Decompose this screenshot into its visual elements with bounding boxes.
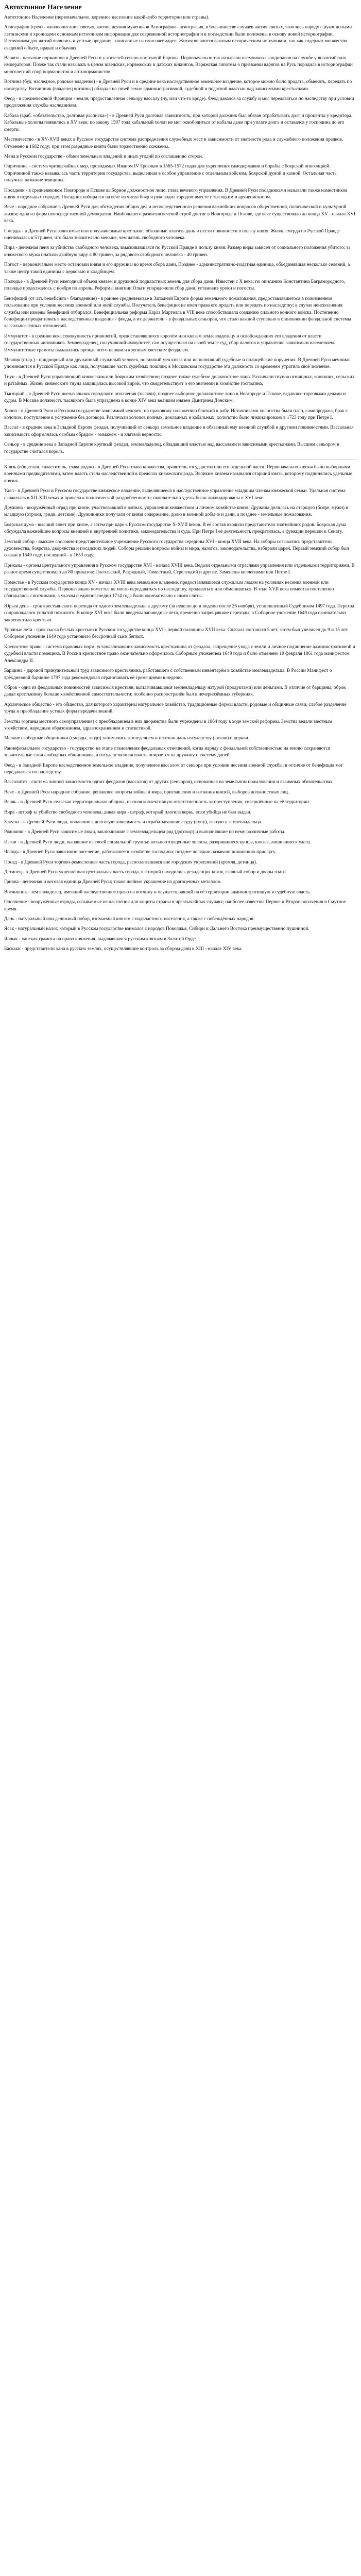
paragraph: Челядь - в Древней Руси зависимое население, работавшее в хозяйстве господина; позднее челядью называли домашнюю прислугу. (4, 850, 277, 855)
paragraph: Мена в Русском государстве - обмен земельных владений и иных угодий по соглашению сторон. (4, 154, 203, 159)
paragraph: Поместье - в Русском государстве конца XV - начала XVIII века земельное владение, предоставлявшееся служилым людям на условиях несения военной или государственной службы. Первоначально поместье не могло передаваться по наследству, продаваться или обмениваться. В ходе XVII века поместья постепенно сближались с вотчинами, а указом о единонаследии 1714 года были окончательно с ними слиты. (4, 580, 334, 599)
paragraph: Ярлык - ханская грамота на право княжения, выдававшаяся русским князьям в Золотой Орде. (4, 936, 197, 942)
paragraph: Оброк - одна из феодальных повинностей зависимых крестьян, выплачивавшаяся землевладельцу натурой (продуктами) или деньгами. В отличие от барщины, оброк давал крестьянину больше хозяйственной самостоятельности; особенно распространён был в нечернозёмных губерниях. (4, 685, 346, 698)
paragraph: Местничество - в XV-XVII веках в Русском государстве система распределения служебных мест в зависимости от знатности рода и служебного положения предков. Отменено в 1682 году; при этом разрядные книги были торжественно сожжены. (4, 137, 343, 149)
paragraph: Полюдье - в Древней Руси ежегодный объезд князем и дружиной подвластных земель для сбора дани. Известен с X века; по описанию Константина Багрянородного, полюдье продолжалось с ноября по апрель. Реформы княгини Ольги упорядочили сбор дани, установив уроки и погосты. (4, 279, 346, 292)
document-section (4, 14, 357, 455)
paragraph: Урочные лета - срок сыска беглых крестьян в Русском государстве конца XVI - первой половины XVII века. Сначала составлял 5 лет, затем был увеличен до 9 и 15 лет. Соборное уложение 1649 года установило бессрочный сыск беглых. (4, 628, 349, 640)
paragraph: Посад - в Древней Руси торгово-ремесленная часть города, располагавшаяся вне городских укреплений (кремля, детинца). (4, 859, 257, 865)
paragraph: Дружина - вооружённый отряд при князе, участвовавший в войнах, управлении княжеством и личном хозяйстве князя. Дружина делилась на старшую (бояре, мужи) и младшую (отроки, гриди, детские). Дружинники получали от князя содержание, долю в военной добыче и дани, а позднее - земельные пожалования. (4, 505, 349, 518)
paragraph: Изгои - в Древней Руси люди, выпавшие из своей социальной группы: вольноотпущенные холопы, разорившиеся купцы, князья, лишившиеся удела. (4, 839, 312, 845)
paragraph: Архаическое общество - это общество, для которого характерны натуральное хозяйство, традиционные формы власти, родовые и общинные связи, слабое разделение труда и преобладание устных форм передачи знаний. (4, 702, 347, 715)
paragraph: Вотчина (буд. наследное, родовое владение) - в Древней Руси и в средние века наследственное земельное владение, которое можно было продать, обменять, передать по наследству. Вотчинник (владелец вотчины) обладал на своей земле административной, судебной и податной властью над зависимыми крестьянами. (4, 79, 352, 92)
paragraph: Вече - народное собрание в Древней Руси для обсуждения общих дел и непосредственного решения важнейших вопросов общественной, политической и культурной жизни; одна из форм непосредственной демократии. Наибольшего развития вечевой строй достиг в Новгороде и Пскове, где вече существовало до конца XV - начала XVI века. (4, 205, 356, 224)
paragraph: Мелкие свободные общинники (смерды, люди) занимались земледелием и платили дань государству (князю) и церкви. (4, 736, 250, 741)
paragraph: Автохтонное Население (первоначальное, коренное население какой-либо территории или страны). (4, 15, 210, 20)
paragraph: Вотчинник - землевладелец, имевший наследственное право на вотчину и осуществлявший на её территории административную и судебную власть. (4, 889, 311, 895)
paragraph: Удел - в Древней Руси и Русском государстве княжеское владение, выделявшееся в наследственное управление младшим членам княжеской семьи. Удельная система сложилась в XII-XIII веках и привела к политической раздробленности; окончательно уделы были ликвидированы в XVI веке. (4, 488, 346, 501)
paragraph: Детинец - в Древней Руси укреплённая центральная часть города, в которой находились резиденция князя, главный собор и дворы знати. (4, 870, 287, 875)
document-body (4, 14, 357, 953)
paragraph: Вассалитет - система личной зависимости одних феодалов (вассалов) от других (сеньоров), основанная на земельном пожаловании и взаимных обязательствах. (4, 779, 334, 785)
paragraph: Дань - натуральный или денежный побор, взимаемый князем с подвластного населения, а также с побеждённых народов. (4, 917, 255, 922)
paragraph: Юрьев день - срок крестьянского перехода от одного землевладельца к другому (за неделю до и неделю после 26 ноября), установленный Судебником 1497 года. Переход сопровождался уплатой пожилого. В конце XVI века были введены заповедные лета, временно запрещавшие переходы, а Соборное уложение 1649 года окончательно закрепостило крестьян. (4, 603, 355, 623)
paragraph: Кабала (араб. «обязательство, долговая расписка») - в Древней Руси долговая зависимость, при которой должник был обязан отрабатывать долг и проценты у кредитора. Кабальные холопы появились в XV веке; по закону 1597 года кабальный холоп не мог освободиться от кабалы даже при уплате долга и оставался у господина до его смерти. (4, 113, 353, 132)
paragraph: Приказы - органы центрального управления в Русском государстве XVI - начала XVIII века. Ведали отдельными отраслями управления или отдельными территориями. В разное время существовало до 80 приказов: Посольский, Разрядный, Поместный, Стрелецкий и другие. Заменены коллегиями при Петре I. (4, 563, 355, 575)
paragraph: Ополчение - вооружённые отряды, созываемые из населения для защиты страны в чрезвычайных случаях; наиболее известны Первое и Второе ополчения в Смутное время. (4, 900, 346, 912)
paragraph: Боярская дума - высший совет при князе, а затем при царе в Русском государстве X-XVII веков. В её состав входили представители знатнейших родов. Боярская дума обсуждала важнейшие вопросы внешней и внутренней политики, законодательства и суда. При Петре I её деятельность прекратилась, а функции перешли к Сенату. (4, 522, 347, 535)
paragraph: Крепостное право - система правовых норм, устанавливавших зависимость крестьянина от феодала, запрещение ухода с земли и личное подчинение административной и судебной власти помещика. В России крепостное право окончательно оформилось Соборным уложением 1649 года и было отменено 19 февраля 1861 года манифестом Александра II. (4, 644, 355, 664)
paragraph: Смерды - в Древней Руси зависимые или полузависимые крестьяне, обязанные платить дань и нести повинности в пользу князя. Жизнь смерда по Русской Правде оценивалась в 5 гривен, что было значительно меньше, чем жизнь свободного человека. (4, 228, 340, 241)
paragraph: Феод - в средневековой Франции - земля, предоставленная сеньору вассалу (ну, или что-то вроде). Феод давался за службу и мог передаваться по наследству при условии продолжения службы наследником. (4, 96, 354, 109)
paragraph: Мечник (стар.) - придворный или дружинный служилый человек, носивший меч князя или исполнявший судебные и полицейские поручения. В Древней Руси мечники упоминаются в Русской Правде как лица, получавшие часть судебных пошлин; в Московском государстве эта должность со временем утратила своё значение. (4, 358, 350, 370)
paragraph: Сеньор - в средние века в Западной Европе крупный феодал, землевладелец, обладавший властью над вассалами и зависимыми крестьянами. Высшим сеньором в государстве считался король. (4, 442, 339, 454)
document-section (4, 464, 357, 953)
paragraph: Вассал - в средние века в Западной Европе феодал, получивший от сеньора земельное владение и обязанный ему военной службой и другими повинностями. Вассальная зависимость оформлялась особым обрядом - оммажем - и клятвой верности. (4, 425, 354, 437)
paragraph: Вервь - в Древней Руси сельская территориальная община, несшая коллективную ответственность за преступления, совершённые на её территории. (4, 800, 311, 805)
paragraph: Агиографии (греч) - жизнеописания святых, жития, деяния мучеников Агиографии - агиография, в большинстве случаев жития святых, являлись наряду с рукописными летописями и хрониками основным источником информации для современной историографии и в последствии были положены в основу новой историографии. Источником для житий являлись и устные предания, записанные со слов очевидцев. Жития являются важным историческим источником, так как содержат множество сведений о быте, нравах и обычаях. (4, 25, 352, 51)
paragraph: Опричнина - система чрезвычайных мер, проводимых Иваном IV Грозным в 1565-1572 годах для укрепления самодержавия и борьбы с боярской оппозицией. Опричниной также называлась часть территории государства, выделенная в особое управление с отдельным войском, Боярской думой и казной. Остальная часть получила название земщины. (4, 164, 337, 183)
paragraph: Земства (органы местного самоуправления) с преобладанием в них дворянства были учреждены в 1864 году в ходе земской реформы. Земства ведали местным хозяйством, народным образованием, здравоохранением и статистикой. (4, 719, 333, 731)
paragraph: Холоп - в Древней Руси и Русском государстве зависимый человек, по правовому положению близкий к рабу. Источниками холопства были плен, самопродажа, брак с холопом, поступление в услужение без договора. Различали холопов полных, докладных и кабальных; холопство было ликвидировано в 1723 году при Петре I. (4, 408, 348, 420)
paragraph: Тысяцкий - в Древней Руси военачальник городского ополчения (тысячи), позднее выборное должностное лицо в Новгороде и Пскове, ведавшее торговыми делами и судом. В Москве должность тысяцкого была упразднена в конце XIV века великим князем Дмитрием Донским. (4, 391, 346, 404)
paragraph: Вече - в Древней Руси народное собрание, решавшее вопросы войны и мира, приглашения и изгнания князей, выборов должностных лиц. (4, 789, 289, 795)
page-title: Автохтонное Население (4, 4, 82, 11)
paragraph: Посадник - в средневековом Новгороде и Пскове выборное должностное лицо, глава вечевого управления. В Древней Руси посадниками называли также наместников князя в отдельных городах. Посадник избирался на вече из числа бояр и руководил городом вместе с тысяцким и архиепископом. (4, 188, 348, 200)
paragraph: Земский собор - высшее сословно-представительное учреждение Русского государства середины XVI - конца XVII века. На соборы созывались представители духовенства, боярства, дворянства и посадских людей. Соборы решали вопросы войны и мира, налогов, законодательства, избирали царей. Первый земский собор был созван в 1549 году, последний - в 1653 году. (4, 539, 349, 558)
paragraph: Погост - первоначально место остановки князя и его дружины во время сбора дани. Позднее - административно-податная единица, объединявшая несколько селений, а также центр такой единицы с церковью и кладбищем. (4, 262, 350, 275)
paragraph: Князь (общеслав. «властитель, глава рода») - в Древней Руси глава княжества, правитель государства или его отдельной части. Первоначально князья были выборными военными предводителями, затем власть стала наследственной в пределах княжеского рода. Великим князем назывался старший князь, которому подчинялись удельные князья. (4, 464, 353, 484)
paragraph: Барщина - даровой принудительный труд зависимого крестьянина, работавшего с собственным инвентарём в хозяйстве землевладельца. В России Манифест о трёхдневной барщине 1797 года рекомендовал ограничивать её тремя днями в неделю. (4, 668, 332, 681)
paragraph: Тиун - в Древней Руси управляющий княжеским или боярским хозяйством; позднее также судебное должностное лицо. Различали тиунов огнищных, конюших, сельских и ратайных. Жизнь княжеского тиуна защищалась высокой вирой, что свидетельствует о его значении в хозяйстве господина. (4, 374, 355, 387)
paragraph: Вира - штраф за убийство свободного человека; дикая вира - штраф, который платила вервь, если убийца не был выдан. (4, 809, 252, 815)
paragraph: Бенефиций (от лат. beneficium - благодеяние) - в раннее средневековье в Западной Европе форма земельного пожалования, предоставлявшегося в пожизненное пользование при условии несения военной или иной службы. Получатель бенефиция не имел права его продать или передать по наследству; в случае неисполнения службы или измены бенефиций отбирался. Бенефициальная реформа Карла Мартелла в VIII веке способствовала созданию сильного конного войска. Постепенно бенефиции превратились в наследственные владения - феоды, а их держатели - в феодальных сеньоров, что стало важной ступенью в становлении феодальной системы вассально-ленных отношений. (4, 296, 351, 329)
paragraph: Феод - в Западной Европе наследственное земельное владение, полученное вассалом от сеньора при условии несения военной службы; в отличие от бенефиция мог передаваться по наследству. (4, 762, 343, 775)
paragraph: Вира - денежная пеня за убийство свободного человека, взыскивавшаяся по Русской Правде в пользу князя. Размер виры зависел от социального положения убитого: за княжеского мужа платили двойную виру в 80 гривен, за рядового свободного человека - 40 гривен. (4, 245, 351, 258)
paragraph: Раннефеодальное государство - государство на этапе становления феодальных отношений, когда наряду с феодальной собственностью на землю сохраняются значительные слои свободных общинников, а государственная власть опирается на дружину и систему даней. (4, 745, 331, 758)
paragraph: Закупы - в Древней Руси люди, попавшие в долговую зависимость и отрабатывавшие ссуду (купу), взятую у землевладельца. (4, 820, 262, 825)
paragraph: Ясак - натуральный налог, который в Русском государстве взимался с народов Поволжья, Сибири и Дальнего Востока преимущественно пушниной. (4, 926, 310, 932)
paragraph: Баскаки - представители хана в русских землях, осуществлявшие контроль за сбором дани в XIII - начале XIV века. (4, 946, 243, 952)
paragraph: Гривна - денежная и весовая единица Древней Руси; также шейное украшение из драгоценных металлов. (4, 879, 221, 885)
paragraph: Рядовичи - в Древней Руси зависимые люди, заключившие с землевладельцем ряд (договор) и выполнявшие по нему различные работы. (4, 829, 286, 835)
paragraph: Варяги - название норманнов в Древней Руси и у жителей северо-восточной Европы. Первоначально так называли наемников-скандинавов на службе у византийских императоров. Позже так стали называть в целом шведских, норвежских и датских викингов. Варяжская гипотеза о призвании варягов на Русь породила в историографии многолетний спор норманистов и антинорманистов. (4, 56, 353, 75)
paragraph: Иммунитет - в средние века совокупность привилегий, предоставлявшихся королём или князем землевладельцу и освобождавших его владения от власти государственных чиновников. Землевладелец, получивший иммунитет, сам осуществлял на своей земле суд, сбор налогов и управление зависимым населением. Иммунитетные грамоты выдавались прежде всего церкви и крупным светским феодалам. (4, 333, 335, 353)
